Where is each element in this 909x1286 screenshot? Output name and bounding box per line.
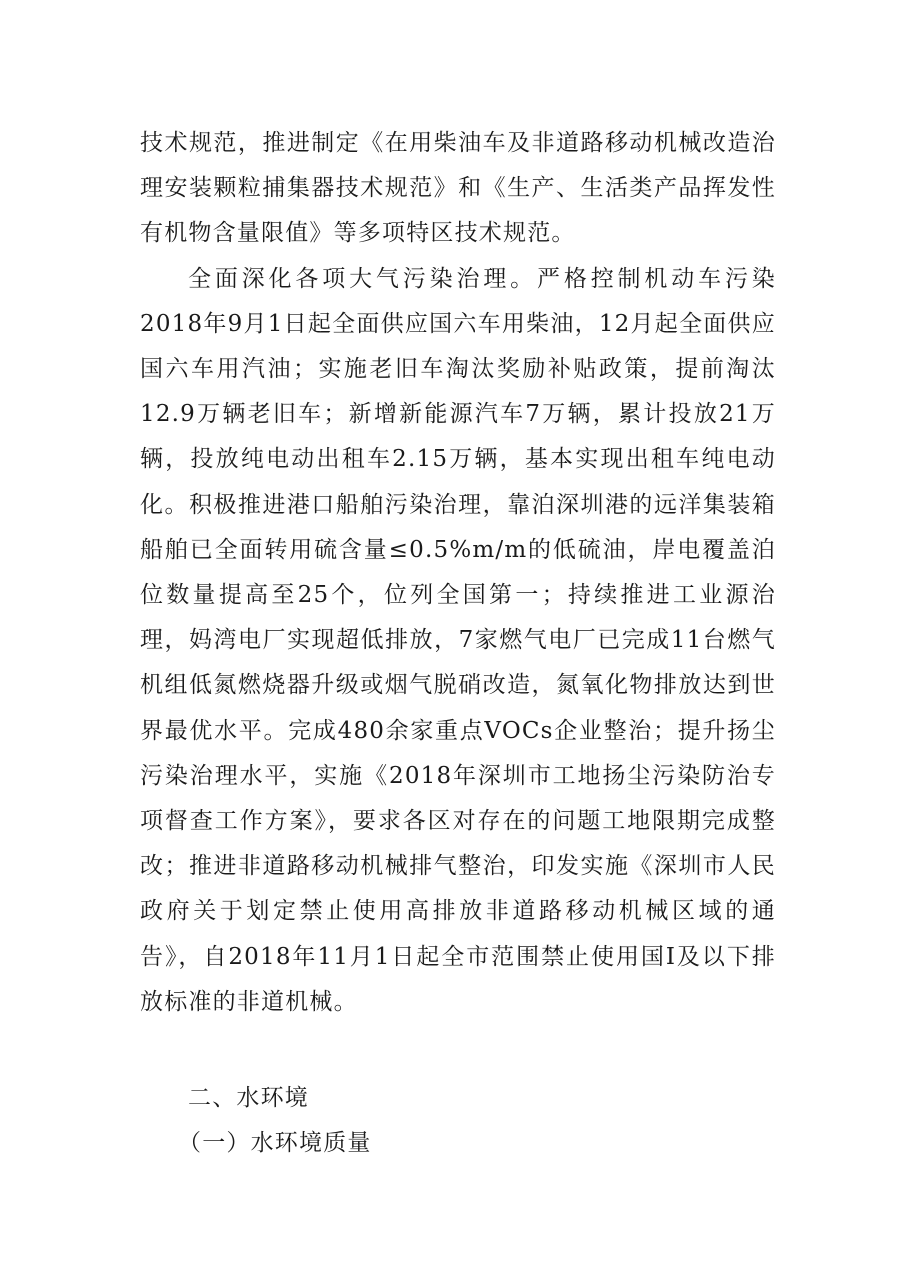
body-text	[140, 121, 776, 1025]
subsection-heading: （一）水环境质量	[178, 1130, 372, 1156]
paragraph-continuation: 技术规范，推进制定《在用柴油车及非道路移动机械改造治理安装颗粒捕集器技术规范》和《生产、生活类产品挥发性有机物含量限值》等多项特区技术规范。	[140, 130, 776, 247]
paragraph-air-pollution: 全面深化各项大气污染治理。严格控制机动车污染2018年9月1日起全面供应国六车用柴油，12月起全面供应国六车用汽油；实施老旧车淘汰奖励补贴政策，提前淘汰12.9万辆老旧车；新增新能源汽车7万辆，累计投放21万辆，投放纯电动出租车2.15万辆，基本实现出租车纯电动化。积极推进港口船舶污染治理，靠泊深圳港的远洋集装箱船舶已全面转用硫含量≤0.5%m/m的低硫油，岸电覆盖泊位数量提高至25个，位列全国第一；持续推进工业源治理，妈湾电厂实现超低排放，7家燃气电厂已完成11台燃气机组低氮燃烧器升级或烟气脱硝改造，氮氧化物排放达到世界最优水平。完成480余家重点VOCs企业整治；提升扬尘污染治理水平，实施《2018年深圳市工地扬尘污染防治专项督查工作方案》，要求各区对存在的问题工地限期完成整改；推进非道路移动机械排气整治，印发实施《深圳市人民政府关于划定禁止使用高排放非道路移动机械区域的通告》，自2018年11月1日起全市范围禁止使用国Ⅰ及以下排放标准的非道机械。	[140, 265, 776, 1015]
section-heading: 二、水环境	[188, 1085, 309, 1111]
